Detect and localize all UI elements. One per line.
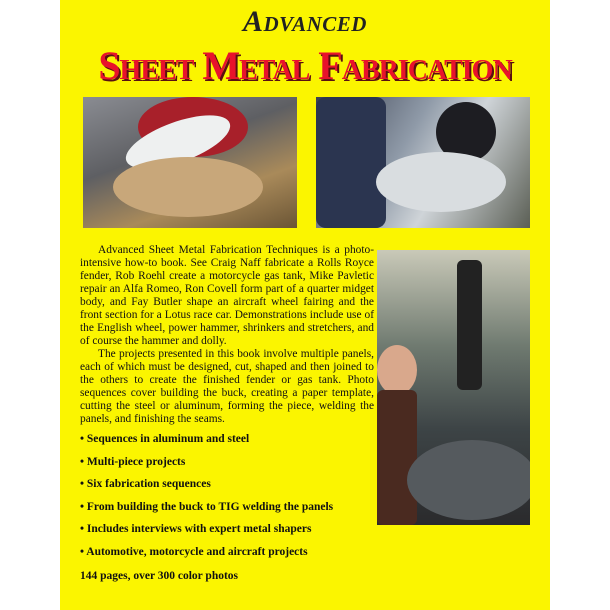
book-title: Sheet Metal Fabrication xyxy=(98,43,512,88)
title-advanced: Advanced xyxy=(243,5,367,38)
book-back-cover xyxy=(60,0,550,610)
photo-fender-buck xyxy=(83,97,297,228)
photo-welding-fender xyxy=(377,250,530,525)
feature-list xyxy=(80,432,333,567)
feature-item: • From building the buck to TIG welding the panels xyxy=(80,500,334,513)
feature-item: • Automotive, motorcycle and aircraft projects xyxy=(80,545,308,558)
description xyxy=(80,244,374,426)
description-paragraph: The projects presented in this book involve multiple panels, each of which must be designed, cut, shaped and then joined to the others to create the finished fender or gas tank. Photo sequences cover building the buck, creating a paper template, cutting the steel or aluminum, forming the piece, welding the panels, and finishing the seams. xyxy=(80,348,374,425)
feature-item: • Multi-piece projects xyxy=(80,455,186,468)
feature-item: • Sequences in aluminum and steel xyxy=(80,433,250,445)
photo-english-wheel xyxy=(316,97,530,228)
feature-item: • Includes interviews with expert metal shapers xyxy=(80,523,312,535)
description-paragraph: Advanced Sheet Metal Fabrication Techniques is a photo-intensive how-to book. See Craig Naff fabricate a Rolls Royce fender, Rob Roehl create a motorcycle gas tank, Mike Pavletic repair an Alfa Romeo, Ron Covell form part of a quarter midget body, and Fay Butler shape an aircraft wheel fairing and the front section for a Lotus race car. Demonstrations include use of the English wheel, power hammer, shrinkers and stretchers, and of course the hammer and dolly. xyxy=(80,244,374,347)
feature-item: • Six fabrication sequences xyxy=(80,478,211,490)
page-count: 144 pages, over 300 color photos xyxy=(80,570,239,582)
